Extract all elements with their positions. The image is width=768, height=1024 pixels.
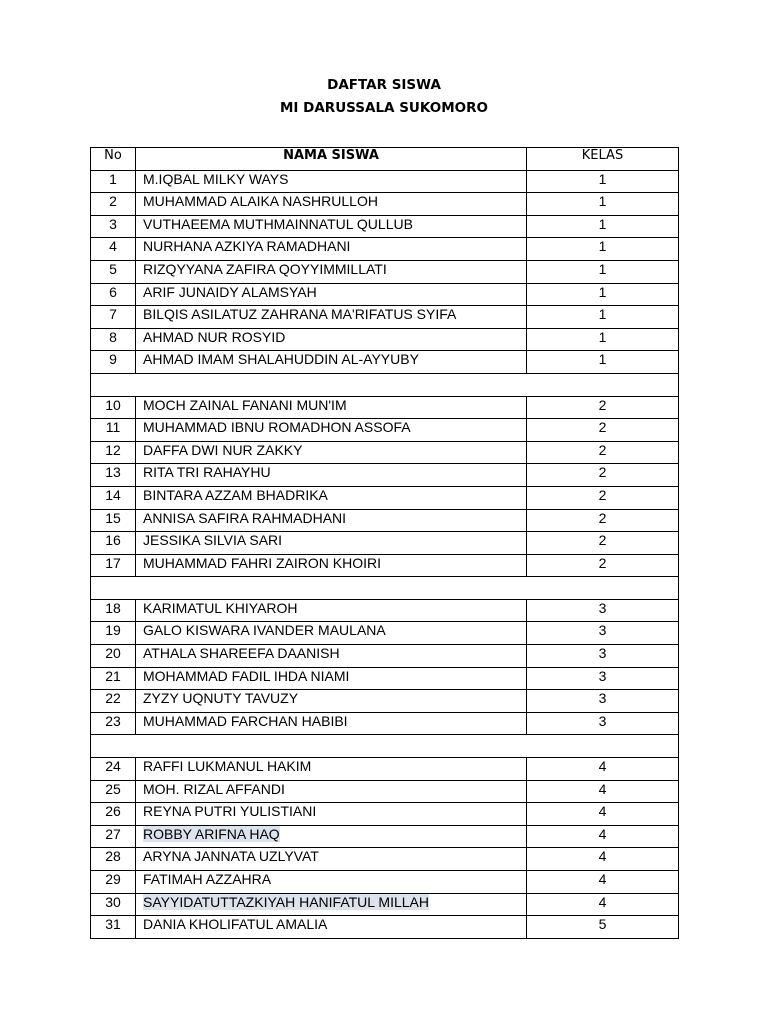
table-row [91, 170, 679, 193]
row-kelas: 4 [527, 825, 679, 848]
separator-cell [91, 735, 679, 758]
row-kelas: 1 [527, 260, 679, 283]
table-row [91, 532, 679, 555]
row-name: MUHAMMAD FARCHAN HABIBI [136, 712, 527, 735]
table-row [91, 283, 679, 306]
separator-cell [91, 373, 679, 396]
row-kelas: 4 [527, 803, 679, 826]
row-name: VUTHAEEMA MUTHMAINNATUL QULLUB [136, 215, 527, 238]
table-row [91, 871, 679, 894]
row-no: 17 [91, 554, 136, 577]
table-body [91, 170, 679, 938]
row-name: MUHAMMAD FAHRI ZAIRON KHOIRI [136, 554, 527, 577]
row-no: 11 [91, 419, 136, 442]
row-no: 7 [91, 306, 136, 329]
row-no: 21 [91, 667, 136, 690]
student-table [90, 147, 679, 939]
table-row [91, 419, 679, 442]
row-kelas: 4 [527, 848, 679, 871]
table-row [91, 215, 679, 238]
row-name: JESSIKA SILVIA SARI [136, 532, 527, 555]
row-name: NURHANA AZKIYA RAMADHANI [136, 238, 527, 261]
row-kelas: 2 [527, 419, 679, 442]
table-row [91, 351, 679, 374]
row-name: MOH. RIZAL AFFANDI [136, 780, 527, 803]
table-row [91, 916, 679, 939]
table-row [91, 599, 679, 622]
row-name: ATHALA SHAREEFA DAANISH [136, 645, 527, 668]
row-no: 16 [91, 532, 136, 555]
row-kelas: 1 [527, 351, 679, 374]
row-no: 25 [91, 780, 136, 803]
table-row [91, 328, 679, 351]
row-kelas: 1 [527, 238, 679, 261]
table-row [91, 712, 679, 735]
table-row [91, 441, 679, 464]
row-name: MOHAMMAD FADIL IHDA NIAMI [136, 667, 527, 690]
row-name: AHMAD NUR ROSYID [136, 328, 527, 351]
row-kelas: 2 [527, 464, 679, 487]
row-kelas: 4 [527, 893, 679, 916]
table-row [91, 554, 679, 577]
row-name: ARIF JUNAIDY ALAMSYAH [136, 283, 527, 306]
row-no: 22 [91, 690, 136, 713]
header-kelas: KELAS [527, 148, 679, 171]
table-row [91, 825, 679, 848]
row-no: 24 [91, 758, 136, 781]
row-kelas: 3 [527, 645, 679, 668]
table-row [91, 193, 679, 216]
row-name: DAFFA DWI NUR ZAKKY [136, 441, 527, 464]
table-separator-row [91, 373, 679, 396]
row-kelas: 1 [527, 170, 679, 193]
table-row [91, 848, 679, 871]
table-row [91, 486, 679, 509]
row-kelas: 1 [527, 328, 679, 351]
table-row [91, 645, 679, 668]
row-no: 30 [91, 893, 136, 916]
table-row [91, 509, 679, 532]
row-no: 5 [91, 260, 136, 283]
table-separator-row [91, 735, 679, 758]
table-row [91, 306, 679, 329]
row-kelas: 1 [527, 193, 679, 216]
row-name: AHMAD IMAM SHALAHUDDIN AL-AYYUBY [136, 351, 527, 374]
row-no: 31 [91, 916, 136, 939]
row-kelas: 1 [527, 283, 679, 306]
table-header-row [91, 148, 679, 171]
table-row [91, 758, 679, 781]
row-name: MOCH ZAINAL FANANI MUN'IM [136, 396, 527, 419]
row-name: RAFFI LUKMANUL HAKIM [136, 758, 527, 781]
row-kelas: 4 [527, 871, 679, 894]
row-kelas: 4 [527, 780, 679, 803]
row-no: 3 [91, 215, 136, 238]
row-kelas: 2 [527, 441, 679, 464]
row-kelas: 5 [527, 916, 679, 939]
table-row [91, 893, 679, 916]
row-name: FATIMAH AZZAHRA [136, 871, 527, 894]
row-no: 6 [91, 283, 136, 306]
table-row [91, 690, 679, 713]
row-no: 23 [91, 712, 136, 735]
table-row [91, 780, 679, 803]
row-name: DANIA KHOLIFATUL AMALIA [136, 916, 527, 939]
row-kelas: 1 [527, 306, 679, 329]
row-kelas: 3 [527, 690, 679, 713]
row-name: BINTARA AZZAM BHADRIKA [136, 486, 527, 509]
row-kelas: 2 [527, 532, 679, 555]
row-no: 13 [91, 464, 136, 487]
row-kelas: 3 [527, 599, 679, 622]
document-subtitle: MI DARUSSALA SUKOMORO [279, 100, 488, 116]
row-no: 26 [91, 803, 136, 826]
row-name [136, 893, 527, 916]
row-no: 29 [91, 871, 136, 894]
row-name: MUHAMMAD IBNU ROMADHON ASSOFA [136, 419, 527, 442]
row-name: M.IQBAL MILKY WAYS [136, 170, 527, 193]
row-kelas: 3 [527, 712, 679, 735]
row-no: 27 [91, 825, 136, 848]
row-no: 8 [91, 328, 136, 351]
header-name: NAMA SISWA [136, 148, 527, 171]
table-row [91, 464, 679, 487]
row-no: 20 [91, 645, 136, 668]
separator-cell [91, 577, 679, 600]
row-kelas: 1 [527, 215, 679, 238]
row-name: REYNA PUTRI YULISTIANI [136, 803, 527, 826]
row-name: BILQIS ASILATUZ ZAHRANA MA'RIFATUS SYIFA [136, 306, 527, 329]
row-name: RIZQYYANA ZAFIRA QOYYIMMILLATI [136, 260, 527, 283]
header-no: No [91, 148, 136, 171]
row-name: KARIMATUL KHIYAROH [136, 599, 527, 622]
row-no: 10 [91, 396, 136, 419]
highlighted-name: ROBBY ARIFNA HAQ [143, 825, 280, 842]
row-kelas: 3 [527, 667, 679, 690]
highlighted-name: SAYYIDATUTTAZKIYAH HANIFATUL MILLAH [143, 893, 430, 910]
table-row [91, 622, 679, 645]
row-no: 2 [91, 193, 136, 216]
row-no: 28 [91, 848, 136, 871]
row-no: 15 [91, 509, 136, 532]
row-no: 4 [91, 238, 136, 261]
row-name: GALO KISWARA IVANDER MAULANA [136, 622, 527, 645]
row-no: 18 [91, 599, 136, 622]
row-no: 14 [91, 486, 136, 509]
row-no: 9 [91, 351, 136, 374]
row-kelas: 2 [527, 554, 679, 577]
document-title: DAFTAR SISWA [327, 77, 441, 93]
table-row [91, 667, 679, 690]
table-row [91, 238, 679, 261]
row-kelas: 2 [527, 509, 679, 532]
table-row [91, 396, 679, 419]
row-no: 12 [91, 441, 136, 464]
row-name: ANNISA SAFIRA RAHMADHANI [136, 509, 527, 532]
table-row [91, 803, 679, 826]
row-kelas: 4 [527, 758, 679, 781]
row-no: 19 [91, 622, 136, 645]
row-name: ZYZY UQNUTY TAVUZY [136, 690, 527, 713]
row-name: MUHAMMAD ALAIKA NASHRULLOH [136, 193, 527, 216]
row-name: RITA TRI RAHAYHU [136, 464, 527, 487]
row-name [136, 825, 527, 848]
row-no: 1 [91, 170, 136, 193]
row-kelas: 2 [527, 486, 679, 509]
row-name: ARYNA JANNATA UZLYVAT [136, 848, 527, 871]
row-kelas: 2 [527, 396, 679, 419]
table-separator-row [91, 577, 679, 600]
table-row [91, 260, 679, 283]
row-kelas: 3 [527, 622, 679, 645]
